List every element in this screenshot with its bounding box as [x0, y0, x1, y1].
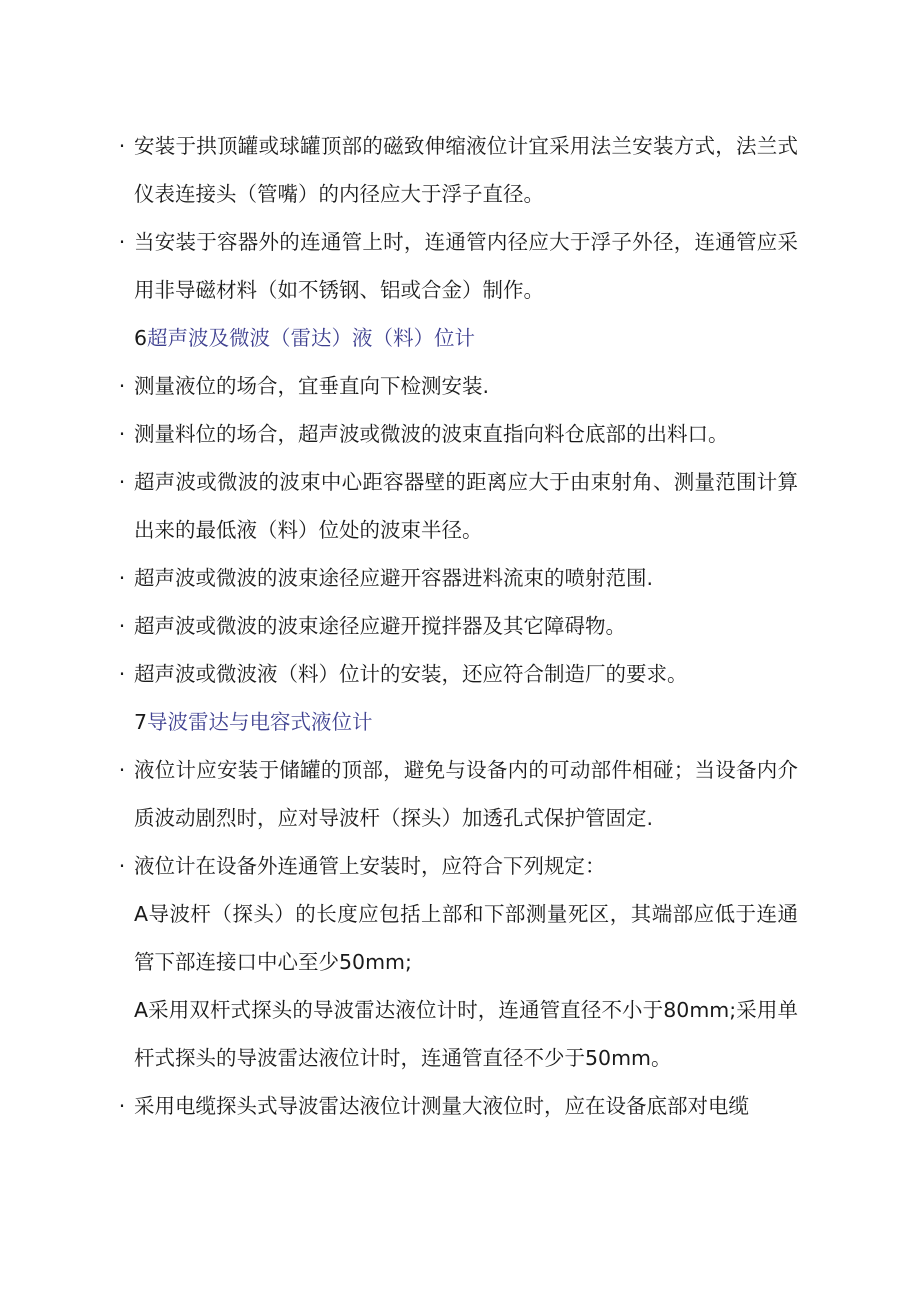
section-title: 超声波及微波（雷达）液（料）位计: [147, 326, 476, 350]
list-item-text: 安装于拱顶罐或球罐顶部的磁致伸缩液位计宜采用法兰安装方式，法兰式仪表连接头（管嘴）的内径应大于浮子直径。: [134, 134, 798, 206]
list-item: [118, 554, 798, 602]
document-body: [118, 122, 798, 1130]
list-item: [118, 602, 798, 650]
list-item: [118, 410, 798, 458]
sub-clause-text: A导波杆（探头）的长度应包括上部和下部测量死区，其端部应低于连通管下部连接口中心至少50mm;: [134, 902, 798, 974]
bullet-marker: ·: [118, 854, 126, 878]
section-title: 导波雷达与电容式液位计: [147, 710, 373, 734]
list-item: [118, 1082, 798, 1130]
bullet-marker: ·: [118, 470, 126, 494]
list-item-text: 液位计应安装于储罐的顶部，避免与设备内的可动部件相碰；当设备内介质波动剧烈时，应对导波杆（探头）加透孔式保护管固定.: [134, 758, 798, 830]
list-item-text: 超声波或微波的波束途径应避开容器进料流束的喷射范围.: [134, 566, 654, 590]
list-item-text: 超声波或微波液（料）位计的安装，还应符合制造厂的要求。: [134, 662, 688, 686]
sub-clause: [118, 986, 798, 1082]
bullet-marker: ·: [118, 134, 126, 158]
section-number: 6: [134, 326, 148, 350]
sub-clause: [118, 890, 798, 986]
list-item: [118, 362, 798, 410]
bullet-marker: ·: [118, 230, 126, 254]
list-item-text: 测量料位的场合，超声波或微波的波束直指向料仓底部的出料口。: [134, 422, 729, 446]
bullet-marker: ·: [118, 758, 126, 782]
bullet-marker: ·: [118, 614, 126, 638]
list-item-text: 采用电缆探头式导波雷达液位计测量大液位时，应在设备底部对电缆: [134, 1094, 749, 1118]
list-item: [118, 122, 798, 218]
list-item: [118, 650, 798, 698]
list-item: [118, 746, 798, 842]
list-item-text: 超声波或微波的波束中心距容器壁的距离应大于由束射角、测量范围计算出来的最低液（料）位处的波束半径。: [134, 470, 798, 542]
bullet-marker: ·: [118, 1094, 126, 1118]
bullet-marker: ·: [118, 422, 126, 446]
list-item-text: 超声波或微波的波束途径应避开搅拌器及其它障碍物。: [134, 614, 626, 638]
list-item: [118, 218, 798, 314]
section-heading-7: [118, 698, 798, 746]
list-item: [118, 842, 798, 890]
list-item-text: 液位计在设备外连通管上安装时，应符合下列规定：: [134, 854, 606, 878]
bullet-marker: ·: [118, 662, 126, 686]
list-item-text: 测量液位的场合，宜垂直向下检测安装.: [134, 374, 490, 398]
section-number: 7: [134, 710, 148, 734]
sub-clause-text: A采用双杆式探头的导波雷达液位计时，连通管直径不小于80mm;采用单杆式探头的导波雷达液位计时，连通管直径不少于50mm。: [134, 998, 798, 1070]
bullet-marker: ·: [118, 566, 126, 590]
list-item-text: 当安装于容器外的连通管上时，连通管内径应大于浮子外径，连通管应采用非导磁材料（如不锈钢、铝或合金）制作。: [134, 230, 798, 302]
bullet-marker: ·: [118, 374, 126, 398]
list-item: [118, 458, 798, 554]
section-heading-6: [118, 314, 798, 362]
